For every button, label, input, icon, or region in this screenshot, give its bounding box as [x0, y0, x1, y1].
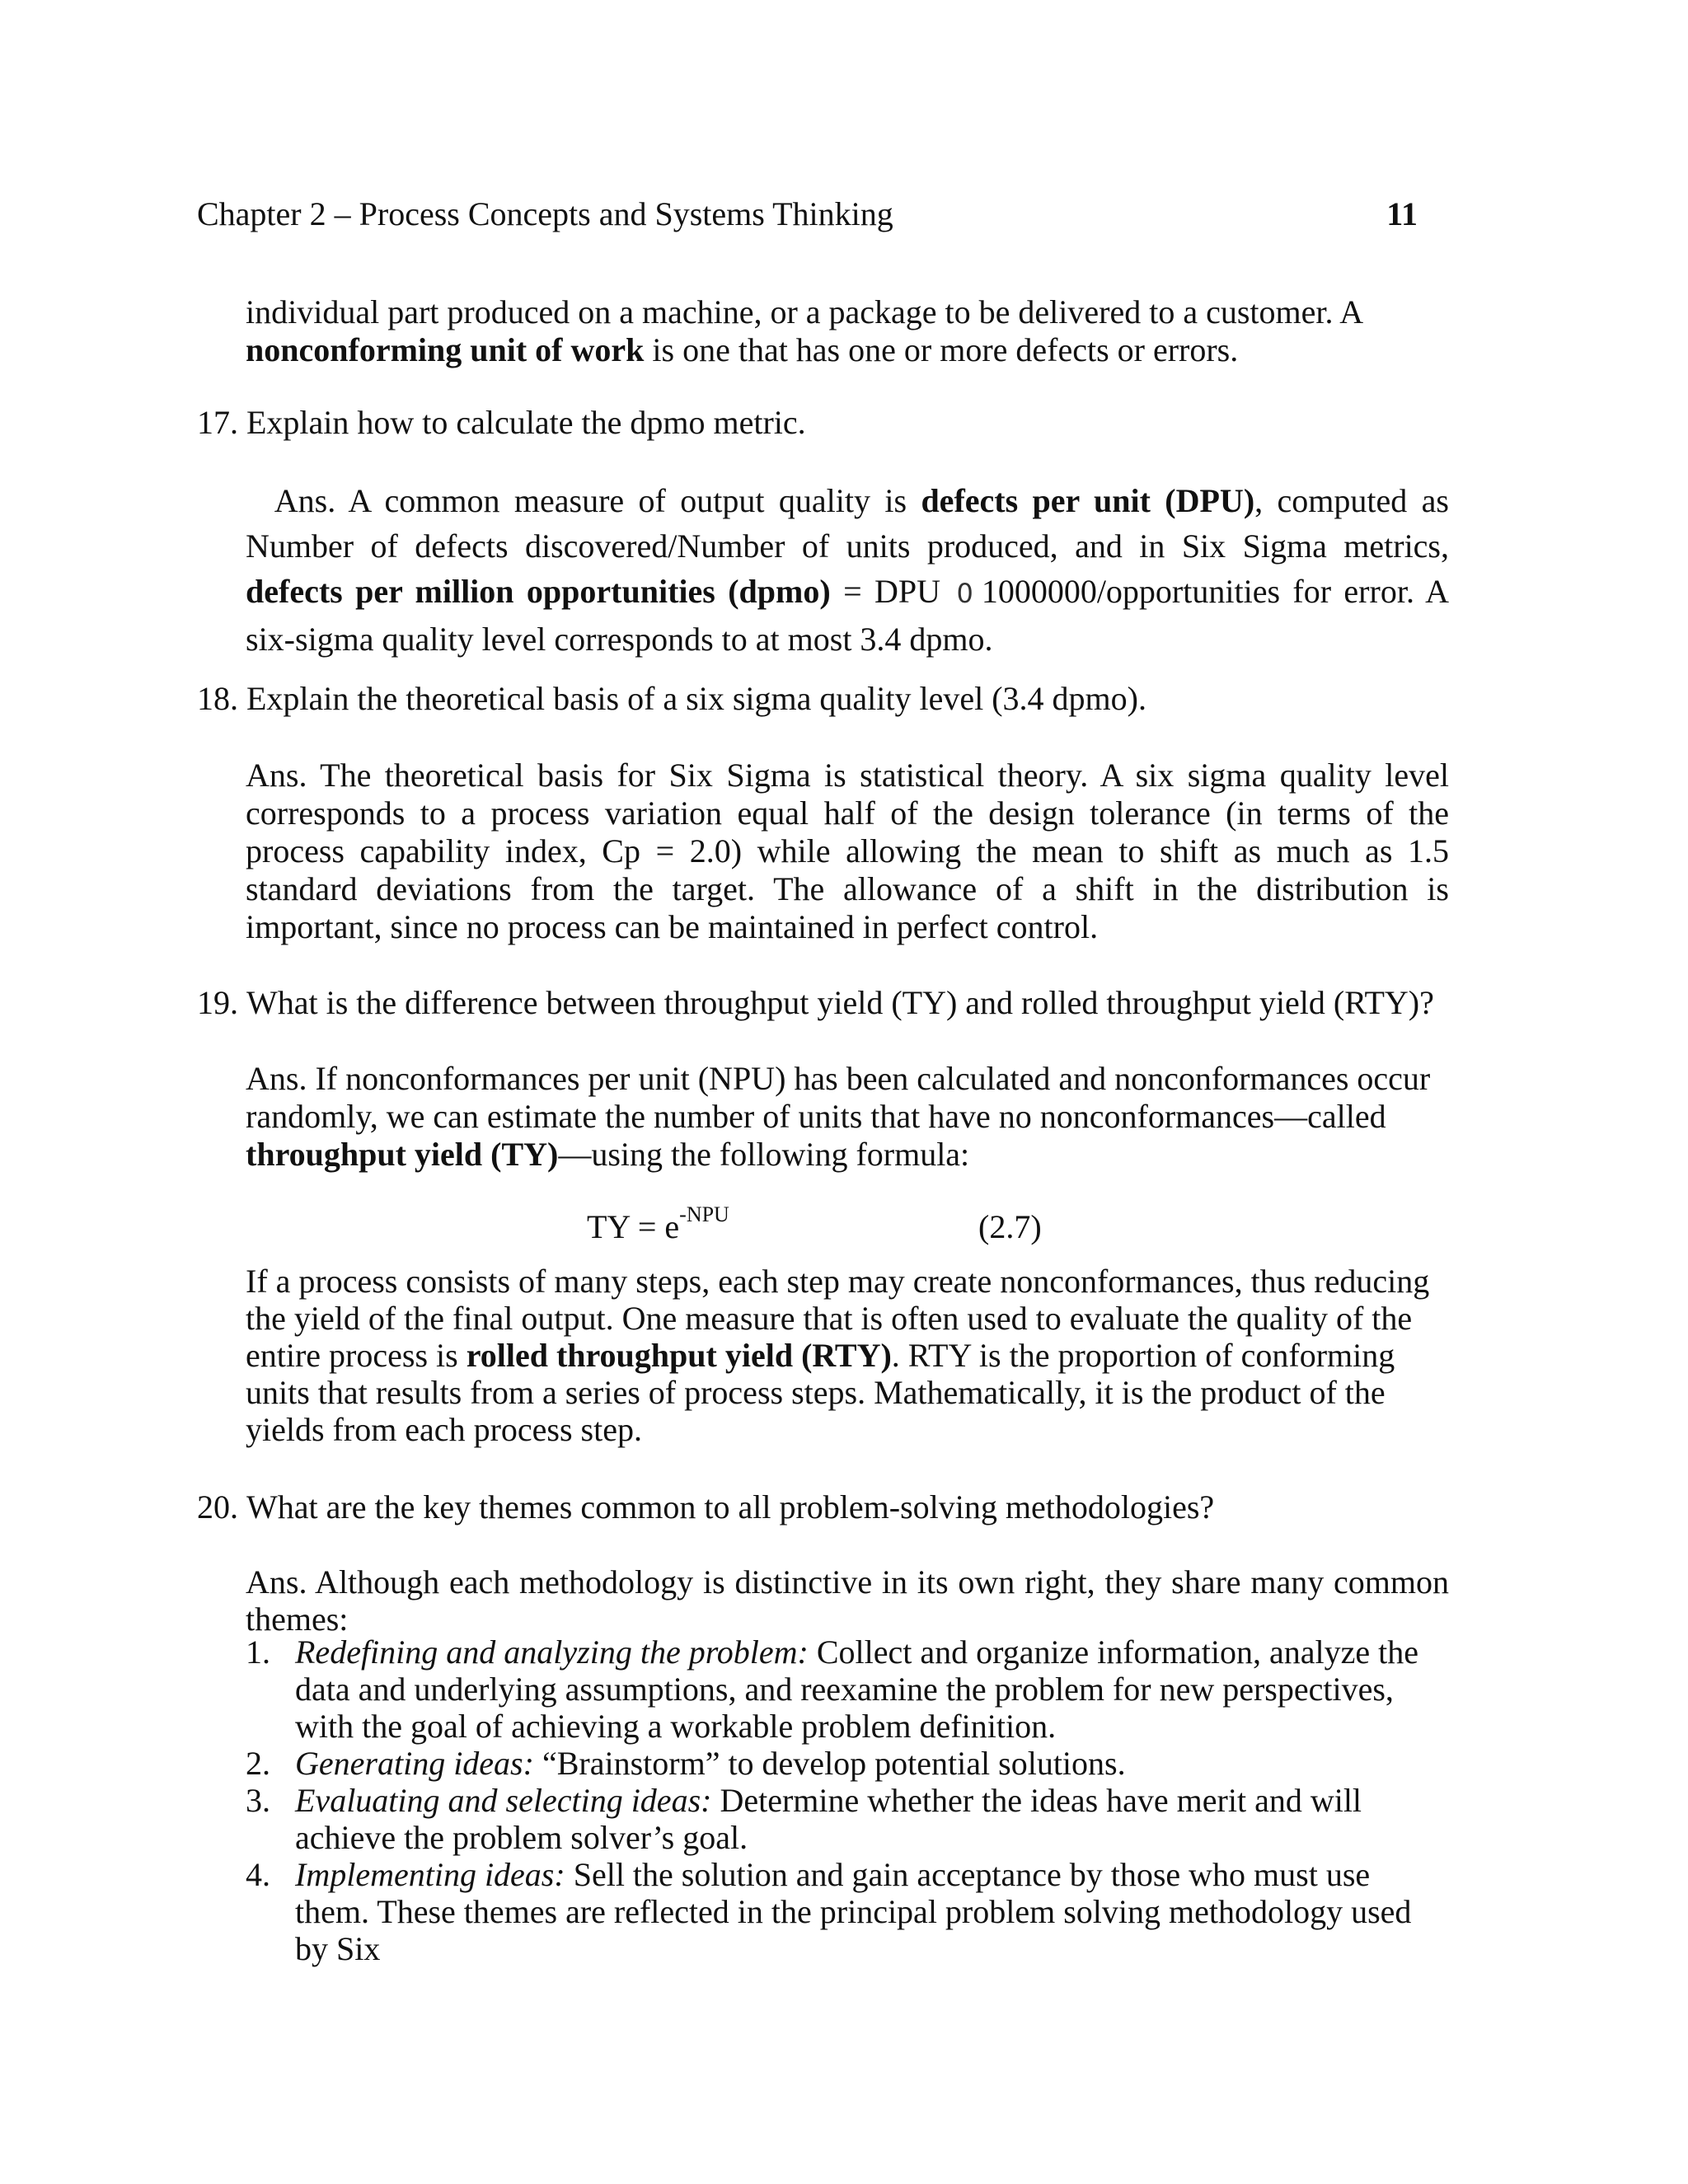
term-nonconforming-unit: nonconforming unit of work	[246, 331, 645, 368]
themes-list	[246, 1633, 1449, 1967]
list-item: 1. Redefining and analyzing the problem: Collect and organize information, analyze the data and underlying assumptions, and reexamine the problem for new perspectives, with the goal of achieving a workable problem definition.	[246, 1633, 1418, 1745]
list-item: 2. Generating ideas: “Brainstorm” to develop potential solutions.	[246, 1745, 1126, 1782]
rty-line-2: the yield of the final output. One measure that is often used to evaluate the quality of the	[246, 1300, 1413, 1337]
answer-20-line-2: themes:	[246, 1601, 349, 1638]
answer-19	[246, 1060, 1449, 1174]
answer-17-line-1: Ans. A common measure of output quality is defects per unit (DPU), computed as	[274, 482, 1449, 519]
answer-19-line-3: throughput yield (TY)—using the following formula:	[246, 1136, 970, 1173]
question-number: 17.	[197, 404, 238, 441]
term-rolled-throughput-yield: rolled throughput yield (RTY)	[466, 1337, 892, 1374]
answer-18-line-3: process capability index, Cp = 2.0) while allowing the mean to shift as much as 1.5	[246, 832, 1449, 869]
answer-17-line-4: six-sigma quality level corresponds to at most 3.4 dpmo.	[246, 621, 993, 658]
answer-20-line-1: Ans. Although each methodology is distinctive in its own right, they share many common	[246, 1563, 1449, 1601]
intro-line-1: individual part produced on a machine, or a package to be delivered to a customer. A	[246, 293, 1364, 330]
answer-20	[246, 1563, 1449, 1638]
list-item-label: Implementing ideas:	[295, 1856, 565, 1893]
question-text: What are the key themes common to all problem-solving methodologies?	[246, 1488, 1215, 1526]
intro-paragraph	[246, 293, 1449, 369]
list-item-label: Evaluating and selecting ideas:	[295, 1782, 712, 1819]
answer-18-line-4: standard deviations from the target. The allowance of a shift in the distribution is	[246, 870, 1449, 907]
list-item: 4. Implementing ideas: Sell the solution and gain acceptance by those who must use them. These themes are reflected in the principal problem solving methodology used by Six	[246, 1856, 1412, 1967]
rty-line-3: entire process is rolled throughput yield (RTY). RTY is the proportion of conforming	[246, 1337, 1395, 1374]
rty-line-1: If a process consists of many steps, each step may create nonconformances, thus reducing	[246, 1263, 1430, 1300]
question-number: 19.	[197, 984, 238, 1021]
list-item-label: Redefining and analyzing the problem:	[295, 1633, 809, 1671]
rty-line-5: yields from each process step.	[246, 1411, 642, 1448]
question-text: Explain the theoretical basis of a six sigma quality level (3.4 dpmo).	[246, 680, 1146, 717]
rty-paragraph	[246, 1263, 1449, 1448]
answer-18-line-5: important, since no process can be maintained in perfect control.	[246, 908, 1099, 945]
answer-18	[246, 757, 1449, 946]
answer-17	[246, 478, 1449, 662]
question-text: Explain how to calculate the dpmo metric.	[246, 404, 806, 441]
term-throughput-yield: throughput yield (TY)	[246, 1136, 559, 1173]
list-item: 3. Evaluating and selecting ideas: Determine whether the ideas have merit and will achieve the problem solver’s goal.	[246, 1782, 1362, 1856]
page-number: 11	[1386, 195, 1418, 232]
page-header	[197, 194, 1418, 236]
answer-19-line-1: Ans. If nonconformances per unit (NPU) has been calculated and nonconformances occur	[246, 1060, 1431, 1097]
intro-line-2: nonconforming unit of work is one that has one or more defects or errors.	[246, 331, 1239, 368]
list-item-label: Generating ideas:	[295, 1745, 534, 1782]
question-number: 18.	[197, 680, 238, 717]
question-number: 20.	[197, 1488, 238, 1526]
answer-17-line-2: Number of defects discovered/Number of units produced, and in Six Sigma metrics,	[246, 527, 1449, 565]
formula-ty: TY = $e^{-NPU}$	[587, 1202, 729, 1245]
answer-17-line-3: defects per million opportunities (dpmo) = DPU 0 1000000/opportunities for error. A	[246, 569, 1449, 616]
question-text: What is the difference between throughput yield (TY) and rolled throughput yield (RTY)?	[246, 984, 1434, 1021]
rty-line-4: units that results from a series of process steps. Mathematically, it is the product of the	[246, 1374, 1386, 1411]
answer-18-line-2: corresponds to a process variation equal half of the design tolerance (in terms of the	[246, 794, 1449, 832]
chapter-title: Chapter 2 – Process Concepts and Systems Thinking	[197, 195, 893, 232]
equation-number: (2.7)	[978, 1208, 1042, 1245]
multiply-symbol-icon: 0	[956, 578, 973, 609]
answer-19-line-2: randomly, we can estimate the number of units that have no nonconformances—called	[246, 1098, 1386, 1135]
answer-18-line-1: Ans. The theoretical basis for Six Sigma is statistical theory. A six sigma quality level	[246, 757, 1449, 794]
